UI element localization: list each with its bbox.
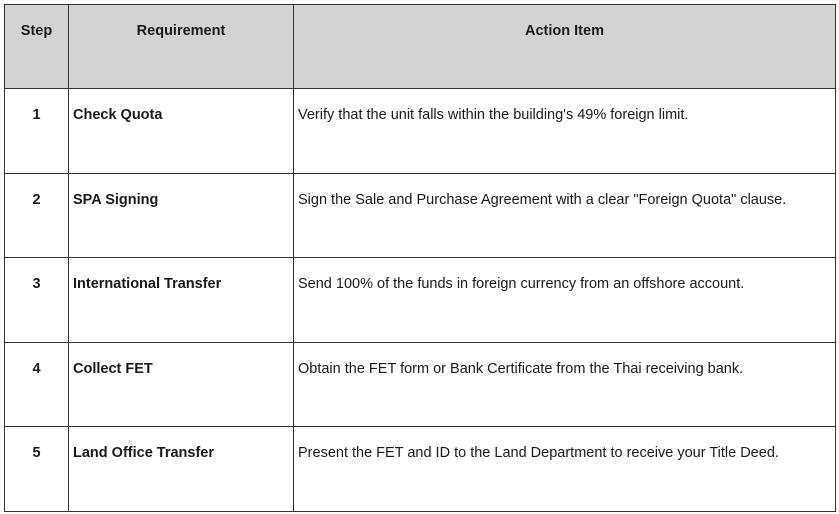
header-step: Step [5,5,69,89]
document-body [4,4,836,512]
table-row [5,427,836,512]
requirement-cell: International Transfer [69,258,294,343]
step-number: 2 [5,173,69,258]
step-number: 1 [5,89,69,174]
requirement-cell: Check Quota [69,89,294,174]
action-item-cell: Sign the Sale and Purchase Agreement with a clear "Foreign Quota" clause. [294,173,836,258]
step-number: 4 [5,342,69,427]
action-item-cell: Present the FET and ID to the Land Department to receive your Title Deed. [294,427,836,512]
header-requirement: Requirement [69,5,294,89]
step-number: 5 [5,427,69,512]
action-item-cell: Verify that the unit falls within the building's 49% foreign limit. [294,89,836,174]
requirement-cell: Collect FET [69,342,294,427]
requirement-cell: Land Office Transfer [69,427,294,512]
header-action-item: Action Item [294,5,836,89]
step-number: 3 [5,258,69,343]
table-row [5,173,836,258]
steps-table [4,4,836,512]
action-item-cell: Send 100% of the funds in foreign currency from an offshore account. [294,258,836,343]
table-header-row [5,5,836,89]
table-row [5,89,836,174]
table-row [5,342,836,427]
action-item-cell: Obtain the FET form or Bank Certificate from the Thai receiving bank. [294,342,836,427]
requirement-cell: SPA Signing [69,173,294,258]
table-row [5,258,836,343]
